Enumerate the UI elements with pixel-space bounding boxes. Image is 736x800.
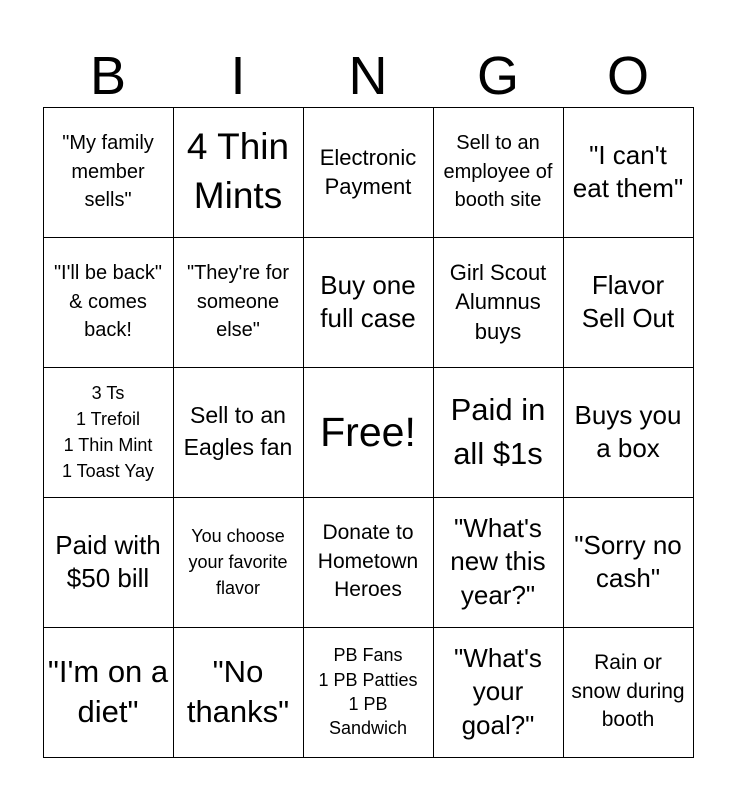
bingo-cell: "I can't eat them": [563, 107, 694, 238]
bingo-cell: "Sorry no cash": [563, 497, 694, 628]
bingo-cell: Buys you a box: [563, 367, 694, 498]
bingo-cell: 4 Thin Mints: [173, 107, 304, 238]
bingo-cell: Paid in all $1s: [433, 367, 564, 498]
bingo-cell: "They're for someone else": [173, 237, 304, 368]
bingo-cell: Rain or snow during booth: [563, 627, 694, 758]
bingo-cell: "What's your goal?": [433, 627, 564, 758]
header-letter-g: G: [476, 46, 519, 106]
bingo-cell: "I'm on a diet": [43, 627, 174, 758]
bingo-cell: Sell to an Eagles fan: [173, 367, 304, 498]
bingo-card-grid: [43, 107, 693, 757]
bingo-cell: Sell to an employee of booth site: [433, 107, 564, 238]
free-space-cell: Free!: [303, 367, 434, 498]
bingo-cell: 3 Ts 1 Trefoil 1 Thin Mint 1 Toast Yay: [43, 367, 174, 498]
header-letter-o: O: [606, 46, 649, 106]
bingo-cell: Paid with $50 bill: [43, 497, 174, 628]
header-letter-n: N: [348, 46, 388, 106]
bingo-header: [43, 45, 693, 107]
bingo-cell: Donate to Hometown Heroes: [303, 497, 434, 628]
bingo-cell: Electronic Payment: [303, 107, 434, 238]
bingo-cell: "What's new this year?": [433, 497, 564, 628]
header-letter-i: I: [230, 46, 246, 106]
bingo-cell: "I'll be back" & comes back!: [43, 237, 174, 368]
bingo-cell: "My family member sells": [43, 107, 174, 238]
bingo-cell: Girl Scout Alumnus buys: [433, 237, 564, 368]
bingo-cell: Flavor Sell Out: [563, 237, 694, 368]
bingo-cell: "No thanks": [173, 627, 304, 758]
bingo-cell: PB Fans 1 PB Patties 1 PB Sandwich: [303, 627, 434, 758]
header-letter-b: B: [89, 46, 127, 106]
bingo-cell: You choose your favorite flavor: [173, 497, 304, 628]
bingo-cell: Buy one full case: [303, 237, 434, 368]
